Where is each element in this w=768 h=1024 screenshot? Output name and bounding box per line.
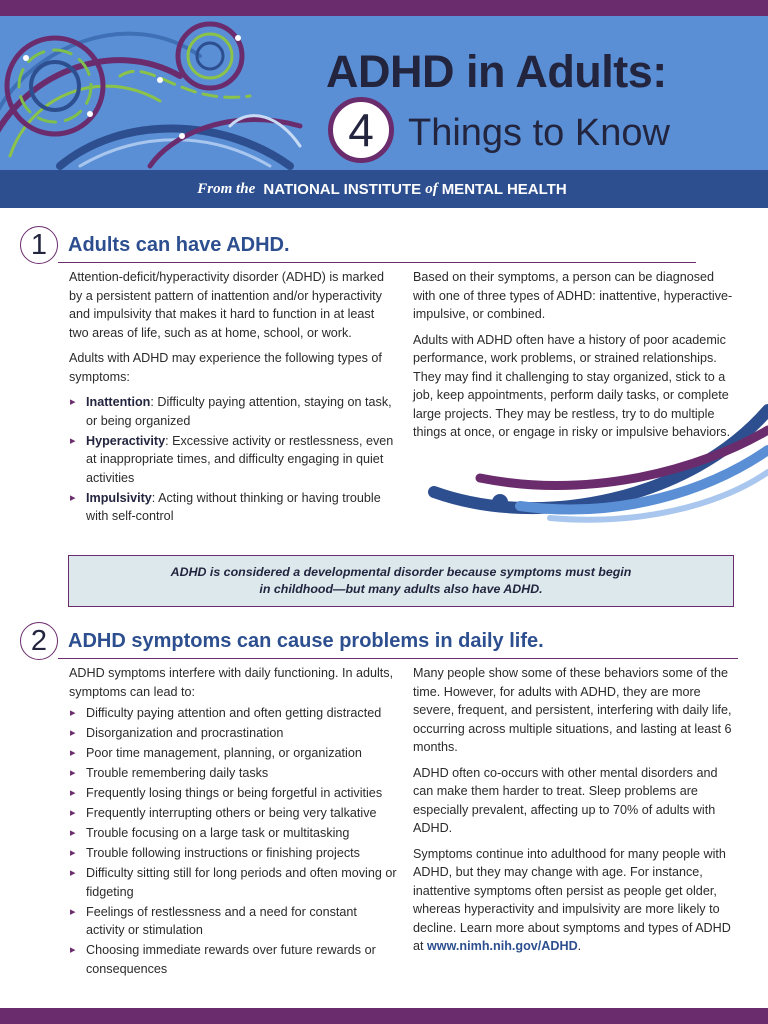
symptom-description: : Excessive activity or restlessness, even at inappropriate times, and difficulty engaging in quiet activities [86,433,394,485]
section-2-intro: ADHD symptoms interfere with daily functioning. In adults, symptoms can lead to: [69,666,394,699]
daily-life-symptom-list [69,704,397,978]
list-item: ▸ Poor time management, planning, or organization [69,744,397,763]
org-name-part2: MENTAL HEALTH [441,180,567,198]
section-1-paragraph: Attention-deficit/hyperactivity disorder (ADHD) is marked by a persistent pattern of inattention and/or hyperactivity and impulsivity that makes it hard to function in at least two areas of life, such as at home, school, or work. [69,270,384,340]
section-2-right-column [413,664,738,963]
callout-box [68,555,734,607]
section-2-paragraph: Many people show some of these behaviors some of the time. However, for adults with ADHD, they are more severe, frequent, and persistent, interfering with daily life, occurring across multiple situations, and lasting at least 6 months. [413,666,732,754]
list-item: ▸ Frequently losing things or being forgetful in activities [69,784,397,803]
symptom-description: : Difficulty paying attention, staying on task, or being organized [86,395,392,428]
arc-decoration [420,340,768,540]
header-banner [0,16,768,170]
symptom-term: Impulsivity [86,490,152,505]
symptom-term: Hyperactivity [86,433,166,448]
symptom-term: Inattention [86,395,151,409]
list-item: ▸ Disorganization and procrastination [69,724,397,743]
symptom-type-list [69,393,397,526]
list-item: ▸ Trouble following instructions or finishing projects [69,844,397,863]
list-item [69,432,397,488]
section-1-number: 1 [20,226,58,264]
section-1-left-column [69,268,397,533]
org-name-part1: NATIONAL INSTITUTE [263,180,422,198]
number-four-badge [328,97,394,163]
list-item: ▸ Difficulty paying attention and often getting distracted [69,704,397,723]
nimh-adhd-link[interactable]: www.nimh.nih.gov/ADHD [427,939,578,953]
section-2-paragraph [413,845,738,956]
section-2-number: 2 [20,622,58,660]
section-1-paragraph: Adults with ADHD often have a history of poor academic performance, work problems, or strained relationships. They may find it challenging to stay organized, stick to a job, keep appointments, perform daily tasks, or complete large projects. They may be restless, try to do multiple things at once, or engage in risky or impulsive behaviors. [413,332,731,439]
section-1-paragraph: Based on their symptoms, a person can be diagnosed with one of three types of ADHD: inattentive, hyperactive-impulsive, or combined. [413,270,733,321]
number-four: 4 [348,104,374,156]
list-item [69,393,397,430]
callout-line: ADHD is considered a developmental disorder because symptoms must begin [170,565,632,579]
bottom-accent-bar [0,1008,768,1024]
top-accent-bar [0,0,768,16]
section-2-paragraph-text: Symptoms continue into adulthood for many people with ADHD, but they may change with age. For instance, inattentive symptoms often persist as people get older, whereas hyperactivity and impulsivity are more likely to decline. Learn more about symptoms and types of ADHD at [413,846,731,953]
section-1-heading [20,226,290,264]
page-subtitle: Things to Know [408,112,670,154]
section-2-paragraph: ADHD often co-occurs with other mental disorders and can make them harder to treat. Sleep problems are especially prevalent, affecting up to 70% of adults with ADHD. [413,765,718,835]
list-item: ▸ Frequently interrupting others or being very talkative [69,804,397,823]
org-of: of [425,180,438,197]
section-1-rule [58,262,696,263]
source-banner [0,170,768,208]
section-1-paragraph: Adults with ADHD may experience the following types of symptoms: [69,351,382,384]
section-2-left-column [69,664,397,985]
list-item: ▸ Difficulty sitting still for long periods and often moving or fidgeting [69,864,397,901]
list-item: ▸ Trouble focusing on a large task or multitasking [69,824,397,843]
list-item [69,489,397,526]
list-item: ▸ Trouble remembering daily tasks [69,764,397,783]
list-item: ▸ Feelings of restlessness and a need for constant activity or stimulation [69,903,397,940]
section-2-heading [20,622,544,660]
callout-line: in childhood—but many adults also have ADHD. [259,582,543,596]
page-title: ADHD in Adults: [326,46,667,97]
sentence-end: . [577,939,582,953]
section-2-title: ADHD symptoms can cause problems in daily life. [68,629,544,652]
symptom-description: : Acting without thinking or having trouble with self-control [86,490,381,523]
list-item: ▸ Choosing immediate rewards over future rewards or consequences [69,941,397,978]
section-2-rule [58,658,738,659]
section-1-title: Adults can have ADHD. [68,233,290,256]
from-label: From the [197,180,256,197]
